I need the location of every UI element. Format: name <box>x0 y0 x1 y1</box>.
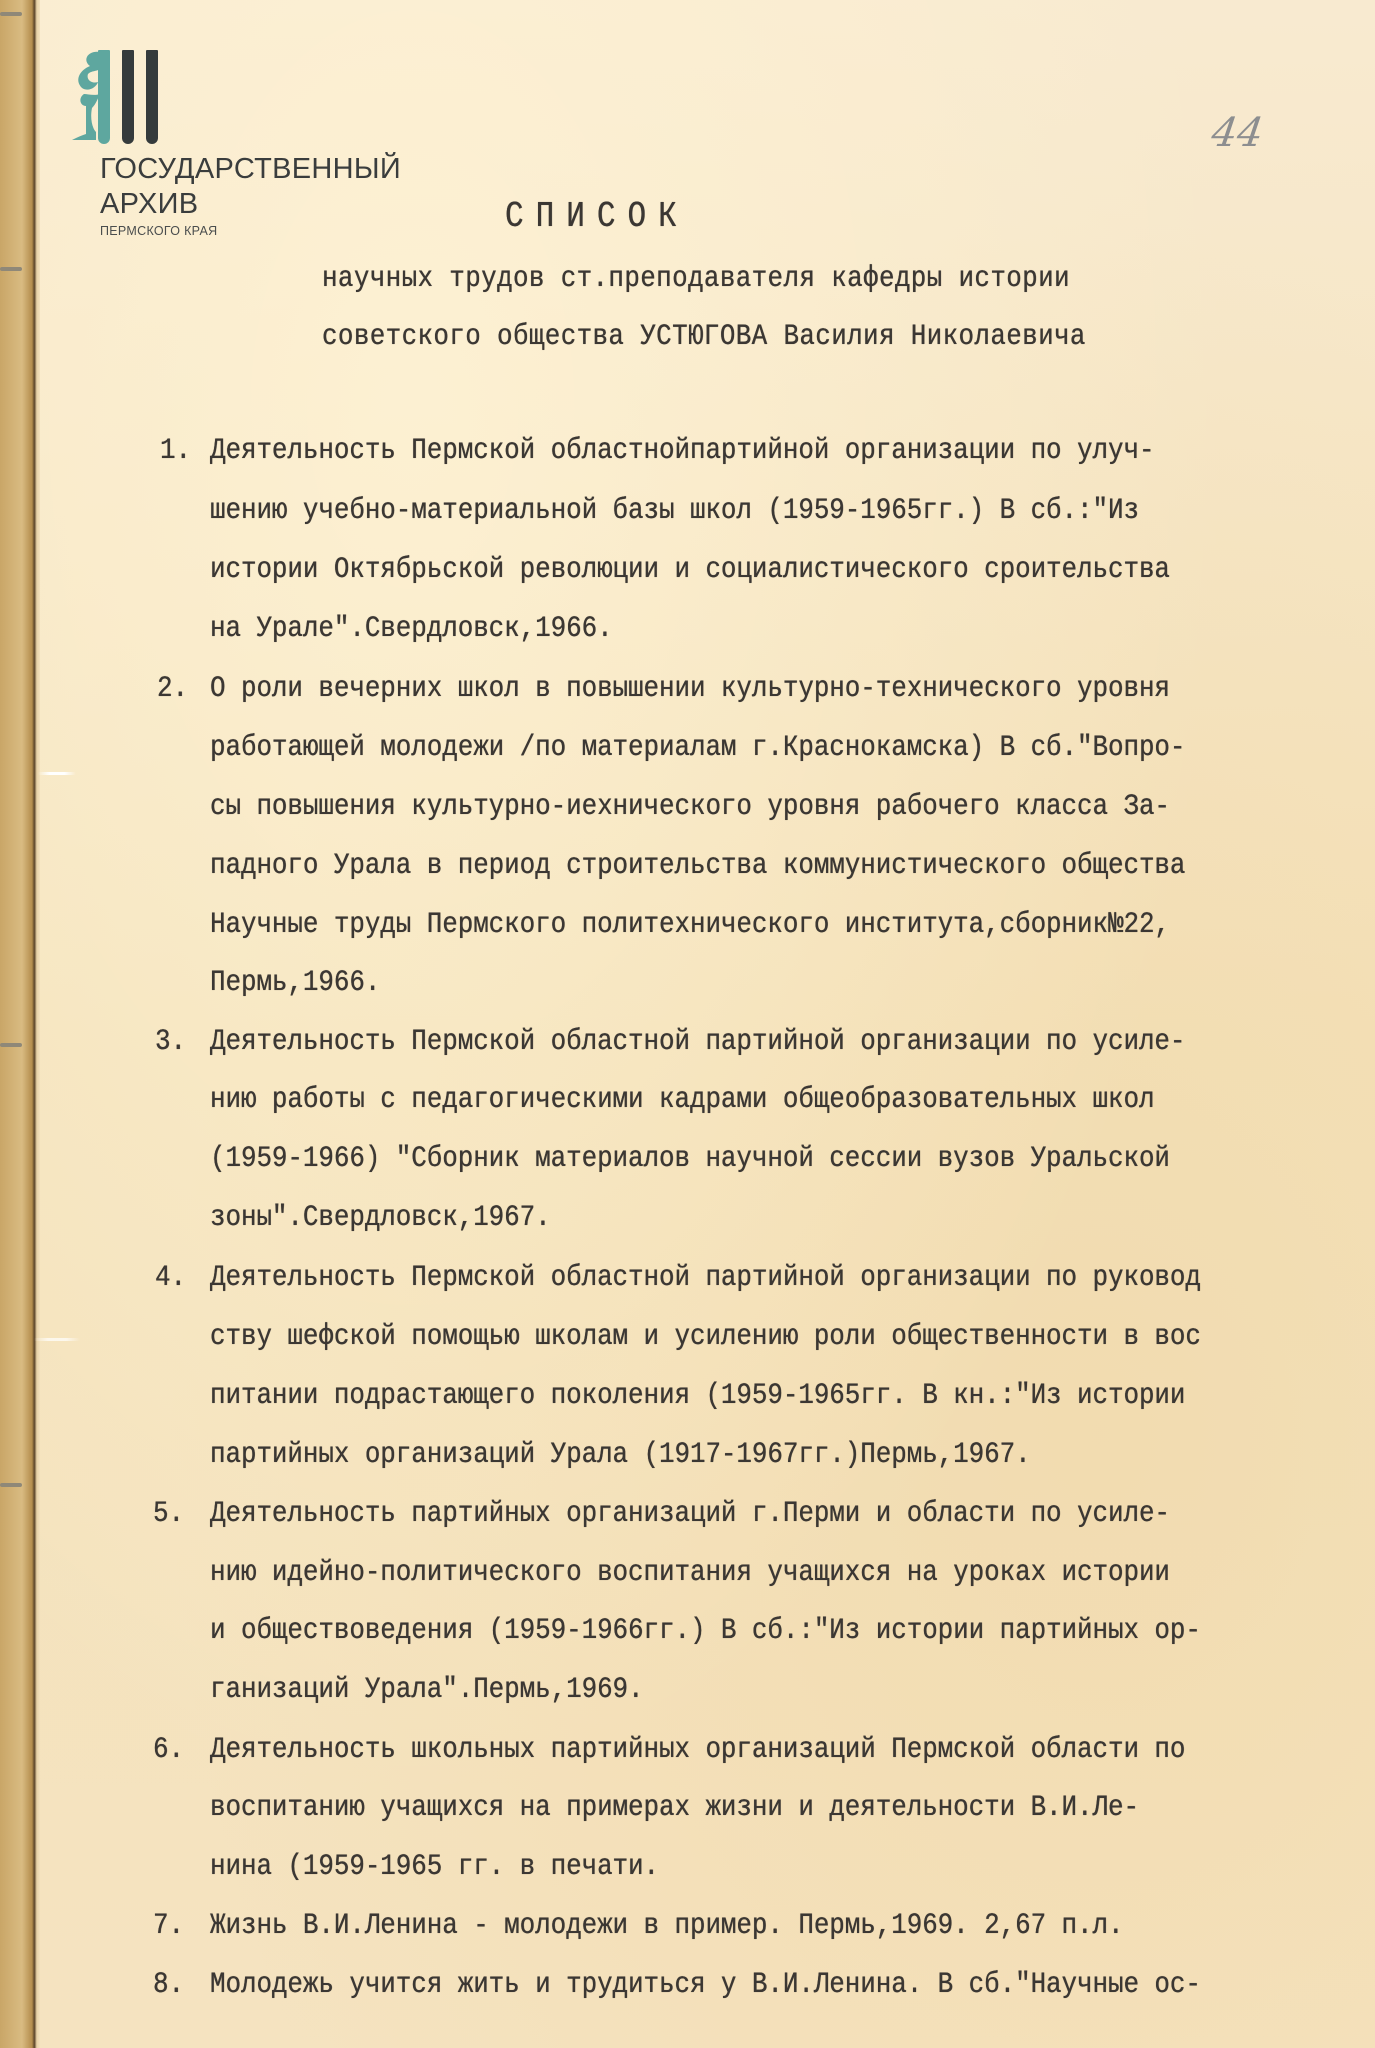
list-item-line: и обществоведения (1959-1966гг.) В сб.:"Из истории партийных ор- <box>210 1614 1201 1648</box>
archive-logo-mark-icon <box>70 48 160 144</box>
archive-logo-title-line: ГОСУДАРСТВЕННЫЙ <box>100 153 402 185</box>
list-item-line: воспитанию учащихся на примерах жизни и деятельности В.И.Ле- <box>210 1791 1139 1825</box>
list-item-number: 6. <box>153 1733 184 1767</box>
archive-logo-title-line: АРХИВ <box>100 188 199 220</box>
handwritten-page-number: 44 <box>1208 110 1267 156</box>
list-item-line: работающей молодежи /по материалам г.Краснокамска) В сб."Вопро- <box>210 731 1186 765</box>
list-item-line: ству шефской помощью школам и усилению роли общественности в вос <box>210 1320 1201 1354</box>
paper-tear <box>38 772 76 775</box>
document-subheading-line: научных трудов ст.преподавателя кафедры истории <box>322 262 1070 296</box>
list-item-line: падного Урала в период строительства коммунистического общества <box>210 849 1186 883</box>
list-item-line: нию идейно-политического воспитания учащихся на уроках истории <box>210 1556 1170 1590</box>
list-item-line: Пермь,1966. <box>210 966 381 1000</box>
list-item-line: нина (1959-1965 гг. в печати. <box>210 1850 660 1884</box>
list-item-line: Деятельность Пермской областной партийной организации по усиле- <box>210 1025 1186 1059</box>
list-item-number: 1. <box>160 434 191 468</box>
list-item-line: на Урале".Свердловск,1966. <box>210 612 613 646</box>
list-item-line: Научные труды Пермского политехнического института,сборник№22, <box>210 908 1170 942</box>
list-item-line: Деятельность Пермской областнойпартийной организации по улуч- <box>210 434 1155 468</box>
list-item-number: 3. <box>155 1025 186 1059</box>
list-item-line: зоны".Свердловск,1967. <box>210 1201 551 1235</box>
list-item-line: нию работы с педагогическими кадрами общеобразовательных школ <box>210 1083 1155 1117</box>
list-item-line: шению учебно-материальной базы школ (1959-1965гг.) В сб.:"Из <box>210 494 1139 528</box>
list-item-line: истории Октябрьской революции и социалистического сроительства <box>210 553 1170 587</box>
document-heading: СПИСОК <box>505 196 689 237</box>
list-item-number: 2. <box>157 672 188 706</box>
list-item-number: 4. <box>155 1261 186 1295</box>
binder-ring <box>0 12 22 16</box>
list-item-line: Деятельность Пермской областной партийной организации по руковод <box>210 1261 1201 1295</box>
list-item-line: О роли вечерних школ в повышении культурно-технического уровня <box>210 672 1170 706</box>
list-item-line: сы повышения культурно-иехнического уровня рабочего класса За- <box>210 790 1170 824</box>
archive-logo <box>70 48 401 238</box>
document-subheading-line: советского общества УСТЮГОВА Василия Николаевича <box>322 320 1086 354</box>
list-item-number: 8. <box>153 1968 184 2002</box>
list-item-line: партийных организаций Урала (1917-1967гг.)Пермь,1967. <box>210 1438 1031 1472</box>
binder-ring <box>0 1043 22 1047</box>
list-item-line: ганизаций Урала".Пермь,1969. <box>210 1673 644 1707</box>
list-item-line: Молодежь учится жить и трудиться у В.И.Ленина. В сб."Научные ос- <box>210 1968 1201 2002</box>
list-item-number: 7. <box>153 1909 184 1943</box>
binder-ring <box>0 267 22 271</box>
binder-ring <box>0 1483 22 1487</box>
binder-edge <box>0 0 40 2048</box>
archive-logo-title <box>100 152 401 222</box>
list-item-line: питании подрастающего поколения (1959-1965гг. В кн.:"Из истории <box>210 1379 1186 1413</box>
archive-logo-subtitle: ПЕРМСКОГО КРАЯ <box>100 224 218 238</box>
list-item-line: Жизнь В.И.Ленина - молодежи в пример. Пермь,1969. 2,67 п.л. <box>210 1909 1124 1943</box>
list-item-line: Деятельность школьных партийных организаций Пермской области по <box>210 1733 1186 1767</box>
list-item-line: (1959-1966) "Сборник материалов научной сессии вузов Уральской <box>210 1142 1170 1176</box>
list-item-line: Деятельность партийных организаций г.Перми и области по усиле- <box>210 1497 1170 1531</box>
paper-tear <box>34 1338 80 1341</box>
list-item-number: 5. <box>153 1497 184 1531</box>
